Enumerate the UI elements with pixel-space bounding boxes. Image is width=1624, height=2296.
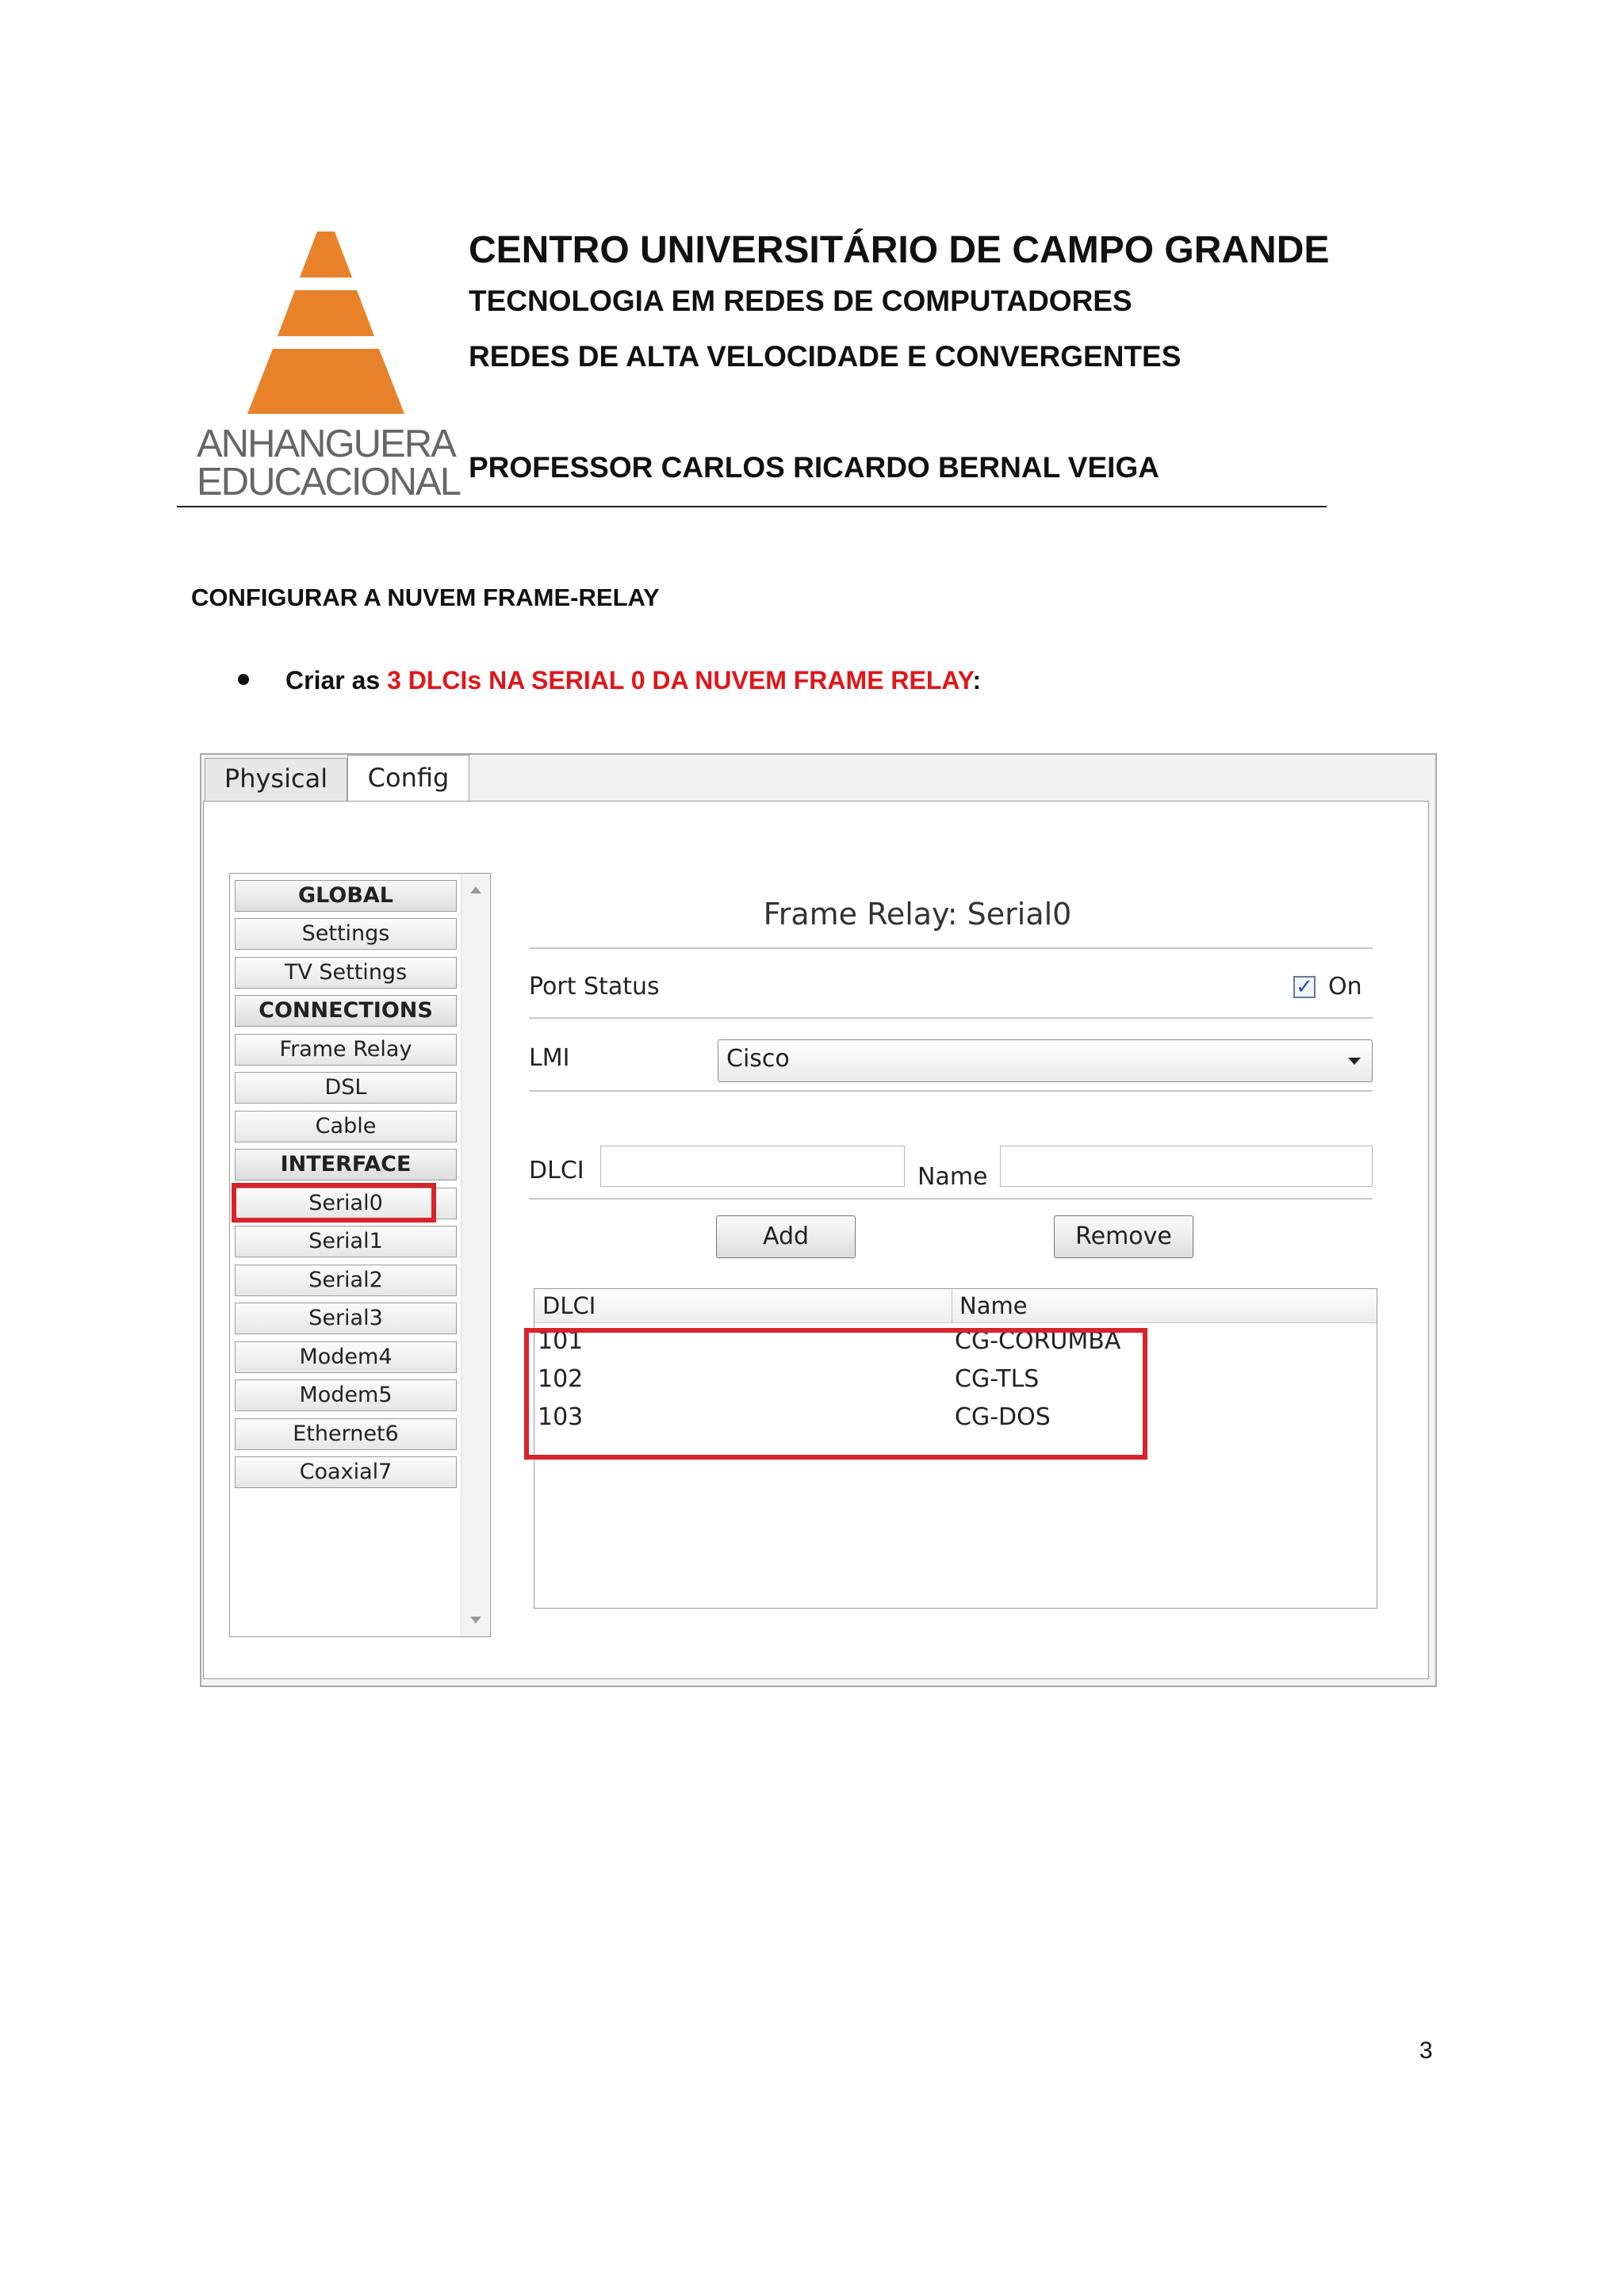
name-input[interactable] <box>1000 1146 1373 1187</box>
bullet-suffix: : <box>972 666 982 695</box>
serial0-highlight-box <box>232 1183 436 1223</box>
add-button[interactable]: Add <box>716 1215 856 1258</box>
port-status-label: Port Status <box>529 973 660 1001</box>
divider <box>529 1090 1373 1092</box>
divider <box>529 1017 1373 1019</box>
bullet-highlight: 3 DLCIs NA SERIAL 0 DA NUVEM FRAME RELAY <box>387 666 973 695</box>
sidebar-item-tv-settings[interactable]: TV Settings <box>235 957 457 989</box>
bullet-prefix: Criar as <box>285 666 388 695</box>
sidebar-item-cable[interactable]: Cable <box>235 1111 457 1142</box>
tab-physical[interactable]: Physical <box>205 758 347 801</box>
row-name: CG-TLS <box>955 1365 1040 1393</box>
section-title: CONFIGURAR A NUVEM FRAME-RELAY <box>191 584 660 611</box>
lmi-label: LMI <box>529 1044 570 1072</box>
institution-title: CENTRO UNIVERSITÁRIO DE CAMPO GRANDE <box>469 229 1330 271</box>
bullet-dot-icon <box>238 674 249 685</box>
frame-relay-title: Frame Relay: Serial0 <box>763 897 1072 932</box>
lmi-selected-value: Cisco <box>726 1045 790 1073</box>
sidebar-item-dsl[interactable]: DSL <box>235 1072 457 1104</box>
sidebar-item-serial1[interactable]: Serial1 <box>235 1226 457 1257</box>
sidebar-item-ethernet6[interactable]: Ethernet6 <box>235 1418 457 1450</box>
logo-text-line1: ANHANGUERA <box>197 423 455 465</box>
table-header <box>534 1289 1377 1323</box>
row-dlci: 101 <box>538 1327 584 1355</box>
sidebar-item-modem4[interactable]: Modem4 <box>235 1341 457 1373</box>
sidebar-item-settings[interactable]: Settings <box>235 918 457 950</box>
port-status-on-label: On <box>1328 973 1362 1001</box>
row-dlci: 103 <box>538 1403 584 1431</box>
subject-name: REDES DE ALTA VELOCIDADE E CONVERGENTES <box>469 340 1182 373</box>
row-dlci: 102 <box>538 1365 584 1393</box>
config-panel <box>203 801 1429 1679</box>
divider <box>529 947 1373 949</box>
name-label: Name <box>917 1163 988 1191</box>
divider <box>529 1198 1373 1200</box>
page-number: 3 <box>1419 2038 1433 2064</box>
sidebar-item-serial0[interactable]: Serial0 <box>235 1188 457 1219</box>
sidebar-header-global: GLOBAL <box>235 880 457 912</box>
row-name: CG-CORUMBA <box>955 1327 1121 1355</box>
sidebar-item-serial3[interactable]: Serial3 <box>235 1303 457 1334</box>
chevron-down-icon <box>1348 1058 1361 1065</box>
dlci-rows-highlight-box <box>524 1328 1147 1460</box>
config-sidebar <box>229 873 491 1637</box>
tab-config[interactable]: Config <box>347 755 469 802</box>
triangle-logo-icon <box>197 230 450 420</box>
professor-name: PROFESSOR CARLOS RICARDO BERNAL VEIGA <box>469 451 1159 484</box>
sidebar-scrollbar[interactable] <box>461 874 490 1636</box>
sidebar-header-interface: INTERFACE <box>235 1149 457 1181</box>
row-name: CG-DOS <box>955 1403 1051 1431</box>
sidebar-header-connections: CONNECTIONS <box>235 995 457 1027</box>
sidebar-item-coaxial7[interactable]: Coaxial7 <box>235 1456 457 1488</box>
column-header-name[interactable]: Name <box>959 1292 1028 1319</box>
sidebar-item-serial2[interactable]: Serial2 <box>235 1265 457 1296</box>
dlci-label: DLCI <box>529 1157 584 1184</box>
logo-text-line2: EDUCACIONAL <box>197 461 460 503</box>
scroll-up-arrow-icon[interactable] <box>470 886 481 894</box>
header-divider <box>177 506 1327 507</box>
dlci-input[interactable] <box>600 1146 905 1187</box>
instruction-bullet <box>238 666 981 695</box>
device-config-window <box>200 753 1437 1687</box>
scroll-down-arrow-icon[interactable] <box>470 1617 481 1624</box>
lmi-select[interactable] <box>718 1039 1373 1082</box>
column-header-dlci[interactable]: DLCI <box>542 1292 596 1319</box>
anhanguera-logo <box>197 230 460 507</box>
course-name: TECNOLOGIA EM REDES DE COMPUTADORES <box>469 285 1132 317</box>
sidebar-item-modem5[interactable]: Modem5 <box>235 1380 457 1411</box>
remove-button[interactable]: Remove <box>1054 1215 1193 1258</box>
port-status-checkbox[interactable]: ✓ <box>1293 976 1316 998</box>
sidebar-item-frame-relay[interactable]: Frame Relay <box>235 1034 457 1066</box>
